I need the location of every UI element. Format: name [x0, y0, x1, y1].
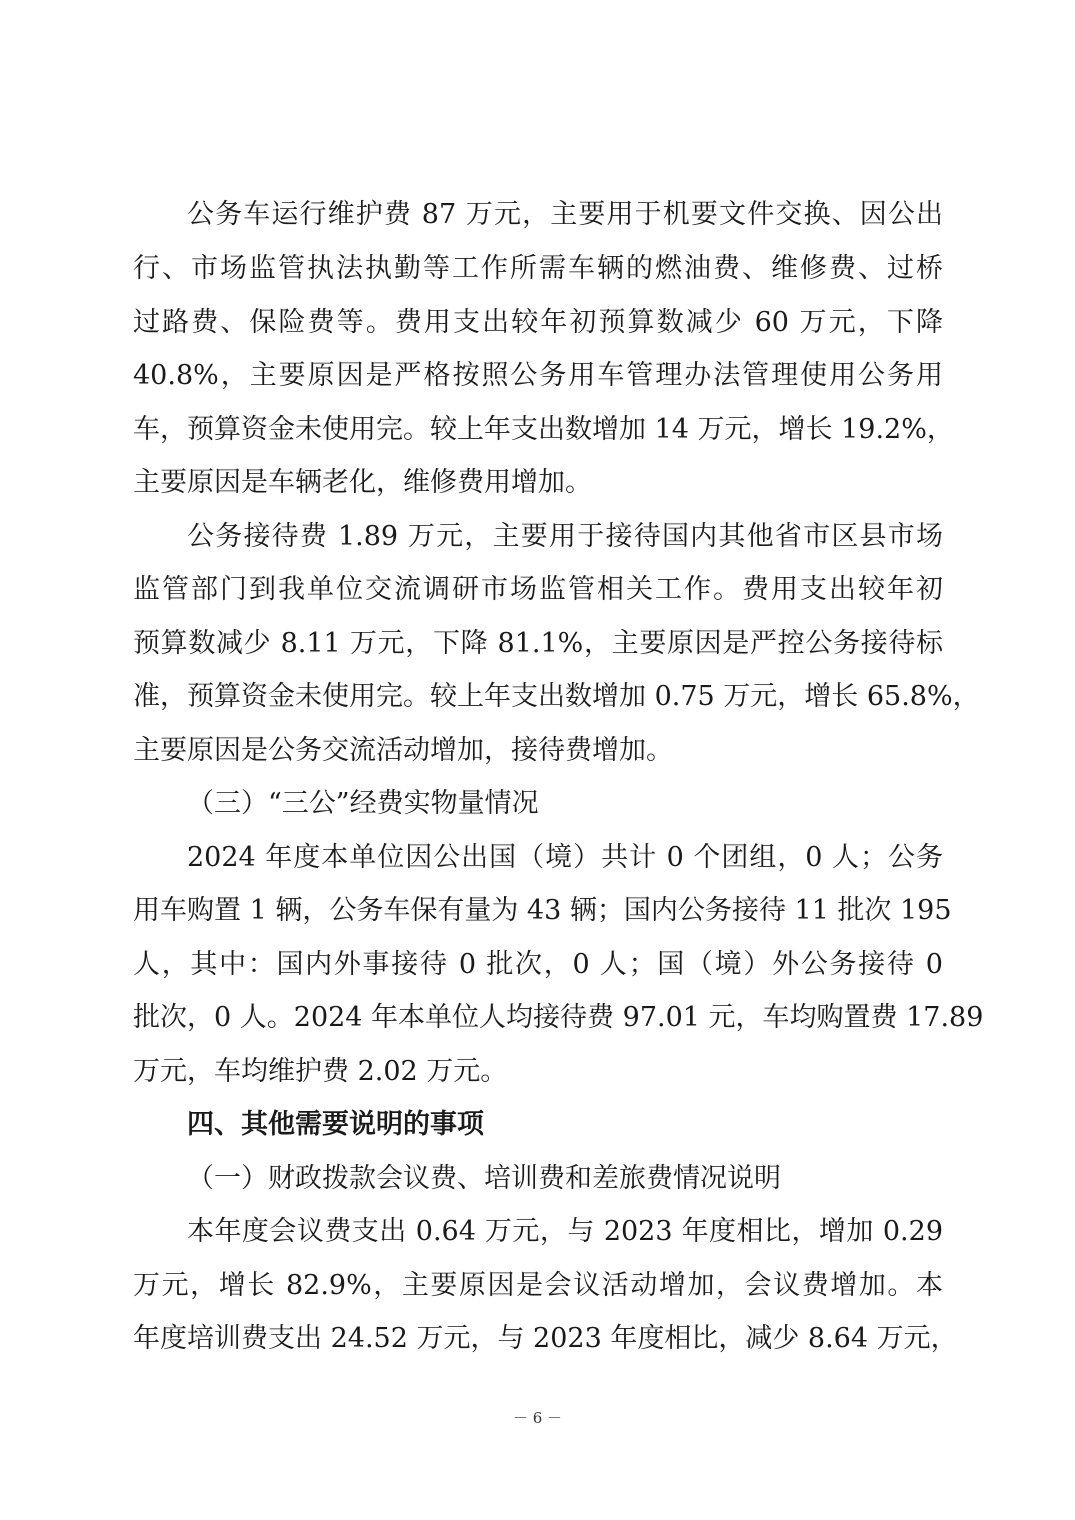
text-line: 车，预算资金未使用完。较上年支出数增加 14 万元，增长 19.2%，	[133, 414, 954, 445]
text-line: 人，其中：国内外事接待 0 批次，0 人；国（境）外公务接待 0	[133, 949, 943, 980]
text-line: 主要原因是公务交流活动增加，接待费增加。	[133, 735, 673, 766]
text-line: 年度培训费支出 24.52 万元，与 2023 年度相比，减少 8.64 万元，	[133, 1323, 958, 1354]
section-subheading: （一）财政拨款会议费、培训费和差旅费情况说明	[187, 1163, 781, 1194]
text-line: 监管部门到我单位交流调研市场监管相关工作。费用支出较年初	[133, 574, 943, 605]
section-heading: 四、其他需要说明的事项	[187, 1109, 484, 1140]
text-line: 万元，增长 82.9%，主要原因是会议活动增加，会议费增加。本	[133, 1270, 943, 1301]
page-number: － 6 －	[512, 1409, 563, 1427]
text-line: 公务车运行维护费 87 万元，主要用于机要文件交换、因公出	[187, 199, 943, 230]
text-line: 40.8%，主要原因是严格按照公务用车管理办法管理使用公务用	[133, 360, 943, 391]
text-line: 行、市场监管执法执勤等工作所需车辆的燃油费、维修费、过桥	[133, 253, 943, 284]
text-line: 过路费、保险费等。费用支出较年初预算数减少 60 万元，下降	[133, 307, 943, 338]
text-line: 批次，0 人。2024 年本单位人均接待费 97.01 元，车均购置费 17.89	[133, 1002, 984, 1033]
text-line: 公务接待费 1.89 万元，主要用于接待国内其他省市区县市场	[187, 521, 943, 552]
text-line: 主要原因是车辆老化，维修费用增加。	[133, 467, 592, 498]
text-line: 本年度会议费支出 0.64 万元，与 2023 年度相比，增加 0.29	[187, 1216, 943, 1247]
text-line: 准，预算资金未使用完。较上年支出数增加 0.75 万元，增长 65.8%，	[133, 681, 980, 712]
text-line: 预算数减少 8.11 万元，下降 81.1%，主要原因是严控公务接待标	[133, 628, 943, 659]
section-subheading: （三）“三公”经费实物量情况	[187, 788, 539, 819]
text-line: 2024 年度本单位因公出国（境）共计 0 个团组，0 人；公务	[187, 842, 943, 873]
text-line: 万元，车均维护费 2.02 万元。	[133, 1056, 508, 1087]
text-line: 用车购置 1 辆，公务车保有量为 43 辆；国内公务接待 11 批次 195	[133, 895, 952, 926]
